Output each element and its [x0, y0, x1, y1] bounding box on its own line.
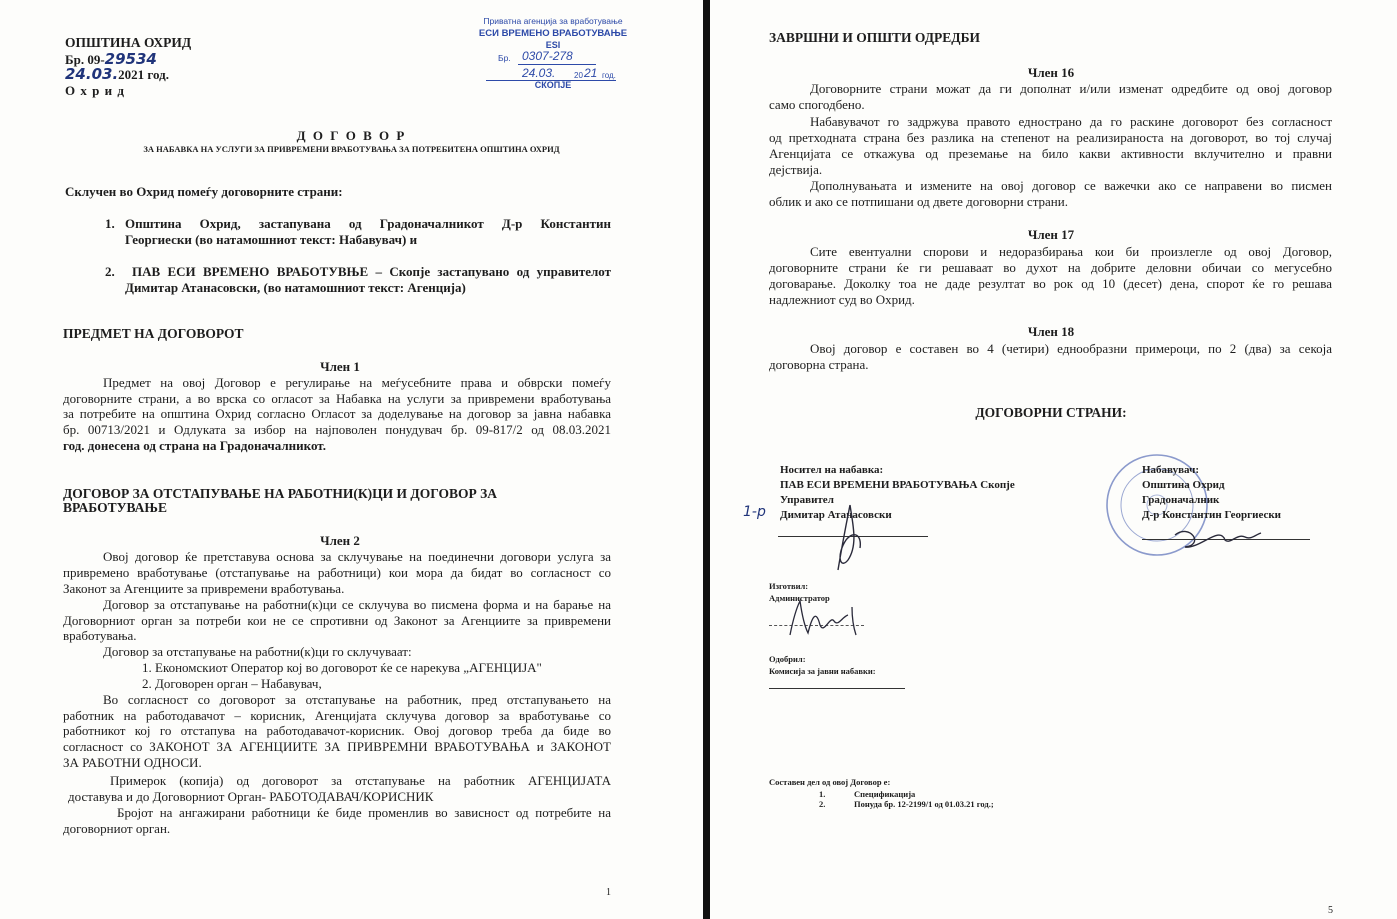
signatory-left-company: ПАВ ЕСИ ВРЕМЕНИ ВРАБОТУВАЊА Скопје — [780, 479, 1015, 491]
approved-by-signature-line — [769, 688, 905, 689]
stamp-number-handwritten: 0307-278 — [522, 49, 573, 63]
annex-item-number: 1. — [819, 789, 826, 799]
concluded-between: Склучен во Охрид помеѓу договорните страни: — [65, 184, 343, 199]
article-16-heading: Член 16 — [1027, 65, 1075, 80]
agency-stamp — [478, 12, 628, 94]
annex-heading: Составен дел од овој Договор е: — [769, 777, 891, 787]
article-2-line: Во согласност со договорот за отстапување на работник, пред отстапувањето на — [103, 692, 611, 707]
article-2-line: работникот кој го отстапува на работодавачот-корисник. Овој договор треба да биде во — [63, 723, 611, 738]
article-17-line: Сите евентуални спорови и недоразбирања кои би произлегле од овој Договор, — [810, 244, 1332, 259]
article-16-line: Агенцијата се откажува од преземање на било какви активности вклучително и правни — [769, 146, 1332, 161]
article-2-line: Договор за отстапување на работни(к)ци се склучува во писмена форма и на барање на — [103, 597, 611, 612]
article-17-heading: Член 17 — [1027, 227, 1075, 242]
article-1-line: бр. 00713/2021 и Одлуката за избор на најповолен понудувач бр. 09-817/2 од 08.03.2021 — [63, 422, 611, 437]
article-2-line: ЗА РАБОТНИ ОДНОСИ. — [63, 755, 202, 770]
section-assignment-heading-line-2: ВРАБОТУВАЊЕ — [63, 500, 167, 515]
party-1-number: 1. — [105, 216, 115, 231]
article-17-line: надлежниот суд во Охрид. — [769, 292, 915, 307]
article-2-heading: Член 2 — [320, 533, 360, 548]
prepared-by-label: Изготвил: — [769, 581, 809, 591]
city-name: О х р и д — [65, 83, 125, 98]
article-1-heading: Член 1 — [320, 359, 360, 374]
signatory-right-title: Градоначалник — [1142, 494, 1220, 506]
signatory-right-institution: Општина Охрид — [1142, 479, 1225, 491]
annex-item-text: Понуда бр. 12-2199/1 од 01.03.21 год.; — [854, 799, 994, 809]
article-2-line: Овој договор ќе претставува основа за склучување на поединечни договори услуга за — [103, 549, 611, 564]
section-subject-heading: ПРЕДМЕТ НА ДОГОВОРОТ — [63, 326, 244, 341]
page-number: 1 — [606, 887, 611, 898]
annex-item-number: 2. — [819, 799, 826, 809]
article-18-line: договорна страна. — [769, 357, 869, 372]
signatory-right-name: Д-р Константин Георгиески — [1142, 509, 1282, 521]
article-16-line: само спогодбено. — [769, 97, 865, 112]
article-16-line: облик и ако се потпишани од двете договорни страни. — [769, 194, 1068, 209]
section-final-heading: ЗАВРШНИ И ОПШТИ ОДРЕДБИ — [769, 30, 980, 45]
article-2-line: согласност со ЗАКОНОТ ЗА АГЕНЦИИТЕ ЗА ПРИВРЕМНИ ВРАБОТУВАЊА и ЗАКОНОТ — [63, 739, 611, 754]
party-2-line-1: ПАВ ЕСИ ВРЕМЕНО ВРАБОТУВЊЕ – Скопје застапувано од управителот — [132, 264, 611, 279]
stamp-year-prefix: 20 — [574, 71, 583, 80]
article-2-line: доставува и до Договорниот Орган- РАБОТОДАВАЧ/КОРИСНИК — [68, 789, 434, 804]
prepared-by-role: Администратор — [769, 593, 830, 603]
document-page-5 — [710, 0, 1397, 919]
article-16-line: од претходната страна без разлика на степенот на реализираноста на договорот, во тој случај — [769, 130, 1332, 145]
party-2-number: 2. — [105, 264, 115, 279]
stamp-br-label: Бр. — [498, 53, 511, 63]
page-divider — [703, 0, 710, 919]
signatory-left-name: Димитар Атанасовски — [780, 509, 892, 521]
signatory-left-role: Носител на набавка: — [780, 464, 884, 476]
article-1-line: договорните страни, а во врска со огласот за Набавка на услуги за привремени вработувања — [63, 391, 611, 406]
article-17-line: договарање. Доколку тоа не даде резултат во рок од 10 (десет) дена, спорот ќе го решава — [769, 276, 1332, 291]
signatory-left-handwritten-mark: 1-р — [743, 504, 766, 520]
party-1-line-1: Општина Охрид, застапувана од Градоначалникот Д-р Константин — [125, 216, 611, 231]
article-18-line: Овој договор е составен во 4 (четири) еднообразни примероци, по 2 (два) за секоја — [810, 341, 1332, 356]
contract-title: Д О Г О В О Р — [296, 128, 407, 143]
date-suffix: 2021 год. — [118, 67, 169, 82]
signatory-left-signature — [818, 500, 878, 580]
stamp-date-handwritten: 24.03. — [522, 66, 556, 80]
article-2-line: договорниот орган. — [63, 821, 171, 836]
article-2-line: Договорниот орган за потреби кои не се спротивни од Законот за Агенциите за привремени — [63, 613, 611, 628]
article-16-line: Дополнувањата и измените на овој договор се важечки ако се направени во писмен — [810, 178, 1332, 193]
article-17-line: договорните страни ќе ги решаваат во духот на добрите деловни обичаи со мегусебно — [769, 260, 1332, 275]
article-2-line: привремено вработување (отстапување на работници) кои мора да бидат во согласност со — [63, 565, 611, 580]
approved-by-committee: Комисија за јавни набавки: — [769, 666, 876, 676]
article-2-line: Бројот на ангажирани работници ќе биде променлив во зависност од потребите на — [117, 805, 611, 820]
article-16-line: Набавувачот го задржува правото еднострано да го раскине договорот без согласност — [810, 114, 1332, 129]
contracting-parties-heading: ДОГОВОРНИ СТРАНИ: — [975, 405, 1127, 420]
signatory-left-title: Управител — [780, 494, 834, 506]
article-2-line: Примерок (копија) од договорот за отстапување на работник АГЕНЦИЈАТА — [110, 773, 611, 788]
article-2-list-item: 1. Економскиот Оператор кој во договорот ќе се нарекува „АГЕНЦИЈА" — [142, 660, 542, 675]
party-1-line-2: Георгиески (во натамошниот текст: Набавувач) и — [125, 232, 418, 247]
stamp-date-suffix: год. — [602, 71, 616, 80]
signatory-right-signature — [1165, 515, 1265, 555]
stamp-year-handwritten: 21 — [584, 66, 598, 80]
contract-subtitle: ЗА НАБАВКА НА УСЛУГИ ЗА ПРИВРЕМЕНИ ВРАБОТУВАЊА ЗА ПОТРЕБИТЕНА ОПШТИНА ОХРИД — [143, 144, 560, 154]
article-1-line: за потребите на општина Охрид согласно Огласот за доделување на договор за јавна набавка — [63, 406, 611, 421]
stamp-line-3: ESI — [545, 40, 561, 50]
page-number: 5 — [1328, 905, 1333, 916]
stamp-number-line — [518, 64, 596, 65]
article-2-line: работник на работодавачот – корисник, Агенцијата склучува договор за вработување со — [63, 708, 611, 723]
article-2-list-item: 2. Договорен орган – Набавувач, — [142, 676, 322, 691]
article-2-line: Законот за Агенциите за привремени вработувања. — [63, 581, 345, 596]
municipality-name: ОПШТИНА ОХРИД — [65, 35, 192, 50]
prepared-by-signature — [782, 595, 872, 645]
document-date — [65, 67, 169, 83]
stamp-line-1: Приватна агенција за вработување — [483, 16, 623, 26]
stamp-line-2: ЕСИ ВРЕМЕНО ВРАБОТУВАЊЕ — [478, 28, 628, 39]
article-1-line: год. донесена од страна на Градоначалникот. — [63, 438, 326, 453]
section-assignment-heading-line-1: ДОГОВОР ЗА ОТСТАПУВАЊЕ НА РАБОТНИ(К)ЦИ И ДОГОВОР ЗА — [63, 486, 497, 501]
registration-prefix: Бр. 09- — [65, 52, 105, 67]
approved-by-label: Одобрил: — [769, 654, 806, 664]
annex-item-text: Спецификација — [854, 789, 916, 799]
article-2-line: вработувања. — [63, 628, 137, 643]
article-16-line: дејствија. — [769, 162, 823, 177]
stamp-city: СКОПЈЕ — [534, 80, 572, 90]
article-16-line: Договорните страни можат да ги дополнат и/или изменат одредбите од овој договор — [810, 81, 1332, 96]
party-2-line-2: Димитар Атанасовски, (во натамошниот текст: Агенција) — [125, 280, 466, 295]
article-18-heading: Член 18 — [1027, 324, 1075, 339]
date-handwritten: 24.03. — [65, 65, 119, 83]
article-1-line: Предмет на овој Договор е регулирање на меѓусебните права и обврски помеѓу — [103, 375, 611, 390]
article-2-line: Договор за отстапување на работни(к)ци го склучуваат: — [103, 644, 412, 659]
signatory-right-role: Набавувач: — [1142, 464, 1199, 476]
registration-number-handwritten: 29534 — [104, 50, 157, 68]
